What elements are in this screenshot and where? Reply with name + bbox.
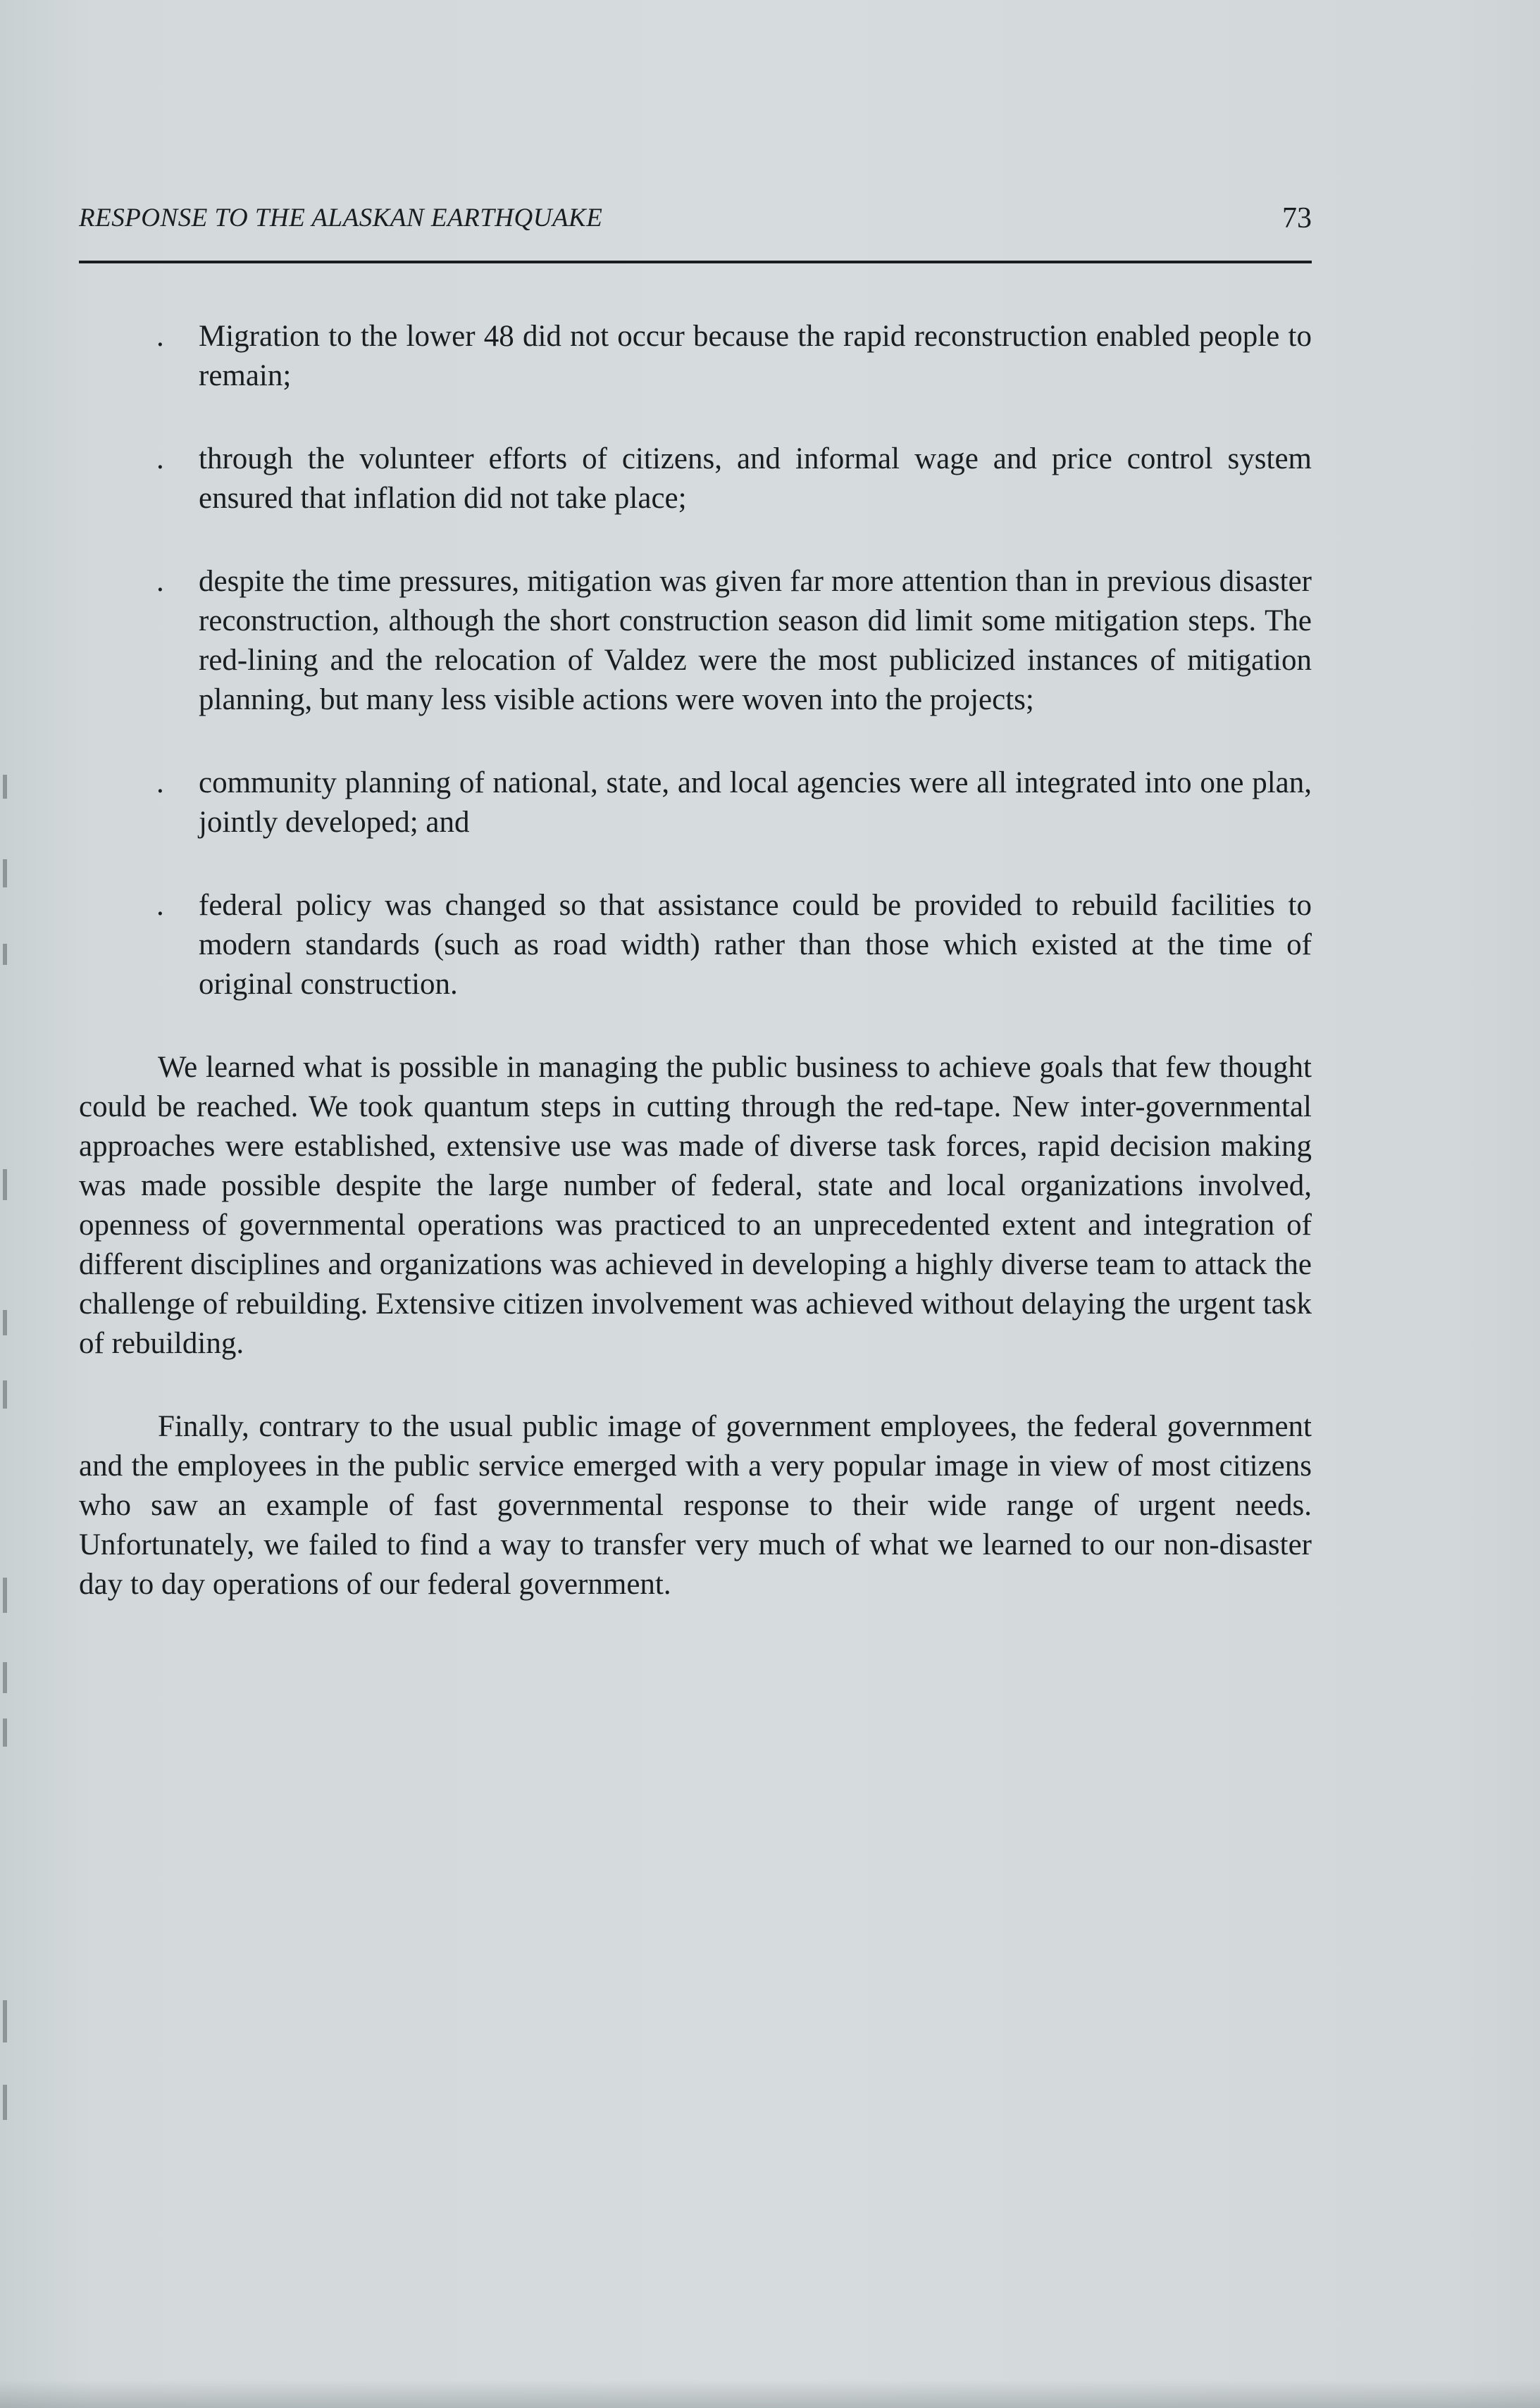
edge-mark: [3, 1718, 7, 1747]
bullet-text: federal policy was changed so that assistance could be provided to rebuild facilities to modern standards (such as road width) rather than those which existed at the time of original construction.: [199, 889, 1312, 1001]
bullet-text: community planning of national, state, and local agencies were all integrated into one plan, jointly developed; and: [199, 766, 1312, 839]
running-head: RESPONSE TO THE ALASKAN EARTHQUAKE: [79, 204, 603, 232]
bullet-item: [79, 886, 1312, 1004]
edge-mark: [3, 1662, 7, 1693]
edge-mark: [3, 775, 7, 799]
bullet-mark: .: [156, 766, 164, 799]
body-paragraph: Finally, contrary to the usual public image of government employees, the federal government and the employees in the public service emerged with a very popular image in view of most citizens who saw an example of fast governmental response to their wide range of urgent needs. Unfortunately, we failed to find a way to transfer very much of what we learned to our non-disaster day to day operations of our federal government.: [79, 1410, 1312, 1601]
bullet-text: despite the time pressures, mitigation was given far more attention than in previous disaster reconstruction, although the short construction season did limit some mitigation steps. The red-lining and the relocation of Valdez were the most publicized instances of mitigation planning, but many less visible actions were woven into the projects;: [199, 565, 1312, 716]
bullet-text: through the volunteer efforts of citizens, and informal wage and price control system ensured that inflation did not take place;: [199, 442, 1312, 515]
bullet-item: [79, 562, 1312, 720]
bullet-mark: .: [156, 442, 164, 475]
body-text: [79, 317, 1312, 1648]
body-paragraph: We learned what is possible in managing the public business to achieve goals that few thought could be reached. We took quantum steps in cutting through the red-tape. New inter-governmental approaches were established, extensive use was made of diverse task forces, rapid decision making was made possible despite the large number of federal, state and local organizations involved, openness of governmental operations was practiced to an unprecedented extent and integration of different disciplines and organizations was achieved in developing a highly diverse team to attack the challenge of rebuilding. Extensive citizen involvement was achieved without delaying the urgent task of rebuilding.: [79, 1051, 1312, 1360]
page-header: [79, 197, 1312, 247]
binding-edge-marks: [0, 775, 21, 2183]
edge-mark: [3, 859, 7, 887]
page-edge-shadow: [0, 2380, 1540, 2408]
edge-mark: [3, 1310, 7, 1335]
bullet-item: [79, 439, 1312, 518]
header-rule: [79, 261, 1312, 263]
edge-mark: [3, 944, 7, 965]
bullet-item: [79, 763, 1312, 842]
edge-mark: [3, 1380, 7, 1409]
bullet-mark: .: [156, 565, 164, 598]
edge-mark: [3, 1169, 7, 1200]
page-number: 73: [1282, 202, 1312, 235]
edge-mark: [3, 1578, 7, 1613]
bullet-mark: .: [156, 320, 164, 353]
bullet-item: [79, 317, 1312, 396]
edge-mark: [3, 2085, 7, 2120]
bullet-mark: .: [156, 889, 164, 922]
bullet-text: Migration to the lower 48 did not occur because the rapid reconstruction enabled people to remain;: [199, 320, 1312, 392]
edge-mark: [3, 2000, 7, 2042]
